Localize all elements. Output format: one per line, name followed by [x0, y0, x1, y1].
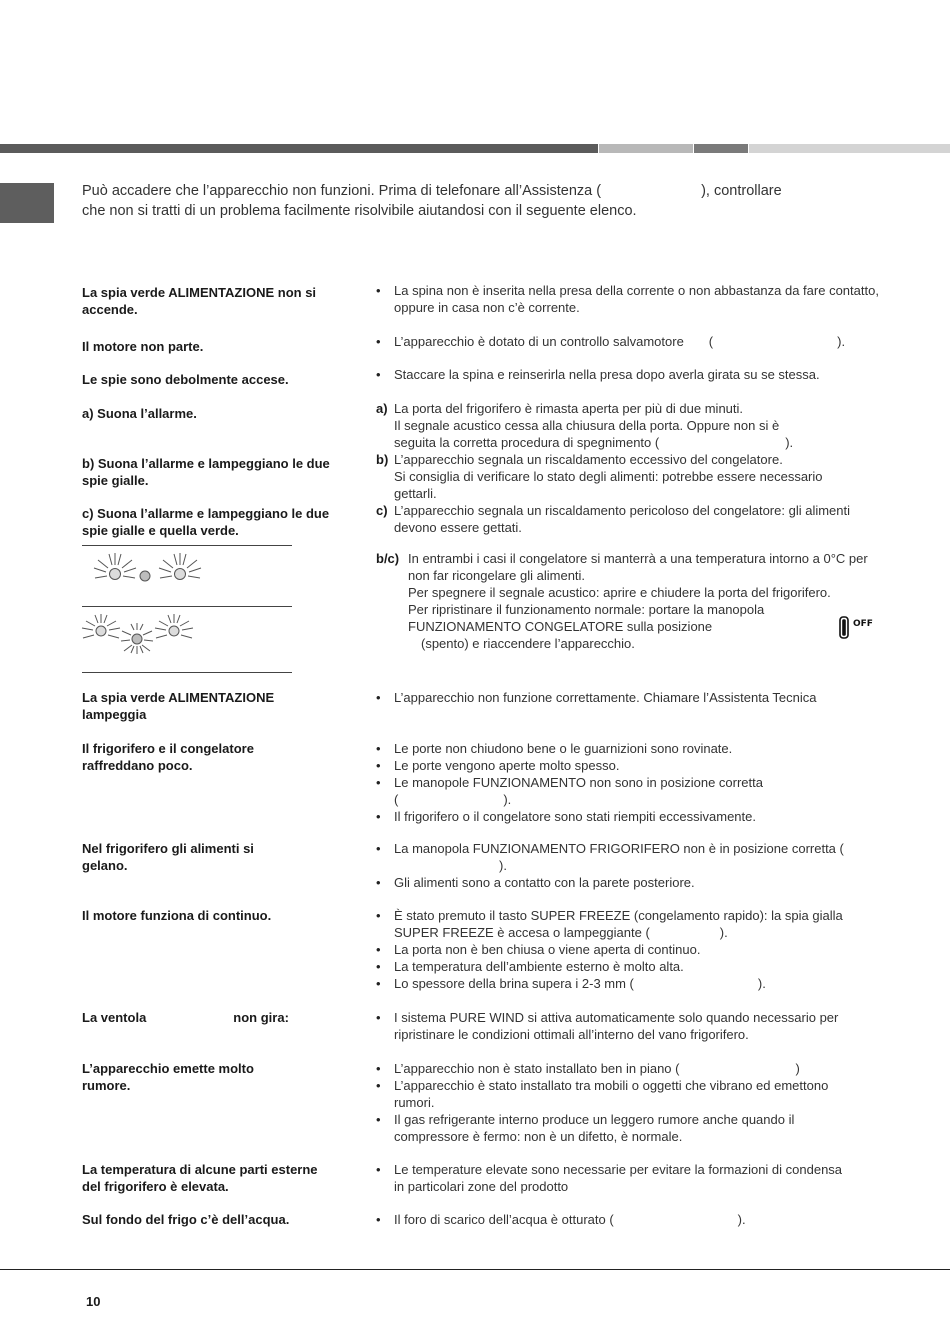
alarm-b — [376, 451, 886, 502]
list-item: • Il gas refrigerante interno produce un leggero rumore anche quando il compressore è fermo: non è un difetto, è normale. — [376, 1111, 866, 1145]
alarm-a — [376, 400, 886, 451]
intro-paragraph — [82, 182, 862, 221]
list-item-text: La manopola FUNZIONAMENTO FRIGORIFERO non è in posizione corretta ( — [394, 841, 844, 856]
alarm-text: In entrambi i casi il congelatore si manterrà a una temperatura intorno a 0°C per non far ricongelare gli alimenti. — [408, 551, 868, 583]
list-item-text: ). — [719, 925, 728, 940]
section-tab — [0, 183, 54, 223]
intro-text: che non si tratti di un problema facilmente risolvibile aiutandosi con il seguente elenco. — [82, 202, 637, 219]
problem-label: Sul fondo del frigo c’è dell’acqua. — [82, 1212, 290, 1227]
alarm-c — [376, 502, 886, 536]
solution-text — [376, 689, 886, 706]
list-item-text: L’apparecchio è dotato di un controllo salvamotore — [394, 334, 684, 349]
solution-text — [376, 840, 886, 891]
problem-label: La temperatura di alcune parti esterne del frigorifero è elevata. — [82, 1162, 318, 1194]
list-label: b/c) — [376, 551, 400, 566]
intro-text: ), controllare — [701, 183, 782, 199]
list-item: • Il frigorifero o il congelatore sono stati riempiti eccessivamente. — [376, 808, 886, 825]
svg-text:OFF: OFF — [853, 619, 873, 629]
list-item: • Staccare la spina e reinserirla nella presa dopo averla girata su se stessa. — [376, 366, 886, 383]
list-item-text: ( — [708, 334, 714, 349]
header-bar-segment — [694, 144, 748, 153]
solution-text — [376, 1161, 886, 1195]
alarm-text: L’apparecchio segnala un riscaldamento eccessivo del congelatore. — [394, 452, 783, 467]
list-item: • Le temperature elevate sono necessarie per evitare la formazioni di condensa in particolari zone del prodotto — [376, 1161, 846, 1195]
solution-text — [376, 333, 886, 350]
list-item: • La porta non è ben chiusa o viene aperta di continuo. — [376, 941, 886, 958]
alarm-text: ). — [785, 435, 794, 450]
list-item-text: ( — [394, 792, 399, 807]
yellow-lamp-icon — [110, 569, 121, 580]
list-item: • Le porte vengono aperte molto spesso. — [376, 757, 886, 774]
list-item-text: È stato premuto il tasto SUPER FREEZE (congelamento rapido): la spia gialla SUPER FREEZE è accesa o lampeggiante ( — [394, 908, 843, 940]
solution-text — [376, 366, 886, 383]
yellow-lamp-icon — [96, 626, 106, 636]
solution-text — [376, 1060, 886, 1145]
alarm-text: Per spegnere il segnale acustico: aprire e chiudere la porta del frigorifero. Per ripristinare il funzionamento normale: portare la manopola FUNZIONAMENTO CONGELATORE sulla posizione — [408, 585, 831, 634]
header-color-bar — [0, 144, 950, 153]
list-label: c) — [376, 503, 388, 518]
alarm-text: Si consiglia di verificare lo stato degli alimenti: potrebbe essere necessario gettarli. — [394, 469, 823, 501]
list-item — [376, 907, 866, 941]
list-item-text: Le manopole FUNZIONAMENTO non sono in posizione corretta — [394, 775, 763, 790]
solution-text — [376, 1211, 886, 1228]
two-lamps-flashing-diagram — [82, 548, 222, 592]
off-position-icon — [839, 616, 879, 640]
alarm-bc — [376, 550, 886, 652]
list-item-text: ). — [837, 334, 846, 349]
intro-text: Può accadere che l’apparecchio non funzioni. Prima di telefonare all’Assistenza ( — [82, 183, 602, 199]
list-item — [376, 1211, 886, 1228]
list-item — [376, 333, 886, 350]
problem-label: a) Suona l’allarme. — [82, 406, 197, 421]
problem-label: Il motore non parte. — [82, 339, 204, 354]
alarm-explanation-bc — [376, 550, 886, 652]
list-item: • L’apparecchio è stato installato tra mobili o oggetti che vibrano ed emettono rumori. — [376, 1077, 836, 1111]
list-item-text: ). — [503, 792, 512, 807]
list-item — [376, 1060, 886, 1077]
list-item-text: ). — [757, 976, 766, 991]
list-item — [376, 975, 886, 992]
list-item-text: ) — [795, 1061, 800, 1076]
list-item — [376, 774, 886, 808]
alarm-text: Il segnale acustico cessa alla chiusura della porta. Oppure non si è — [394, 418, 780, 433]
problem-label-text: La ventola — [82, 1010, 147, 1025]
list-item-text: ). — [499, 858, 507, 873]
alarm-text: seguita la corretta procedura di spegnimento ( — [394, 435, 660, 450]
problem-label: c) Suona l’allarme e lampeggiano le due spie gialle e quella verde. — [82, 506, 330, 538]
list-item: • I sistema PURE WIND si attiva automaticamente solo quando necessario per ripristinare le condizioni ottimali all’interno del vano frigorifero. — [376, 1009, 876, 1043]
list-item — [376, 840, 846, 874]
problem-label-text: non gira: — [233, 1010, 289, 1025]
problem-label: La spia verde ALIMENTAZIONE non si accende. — [82, 285, 317, 317]
solution-text — [376, 282, 886, 316]
problem-label: Nel frigorifero gli alimenti si gelano. — [82, 841, 254, 873]
yellow-lamp-icon — [169, 626, 179, 636]
problem-label: Il frigorifero e il congelatore raffreddano poco. — [82, 741, 254, 773]
solution-text — [376, 907, 886, 992]
header-bar-segment — [0, 144, 598, 153]
problem-label: L’apparecchio emette molto rumore. — [82, 1061, 254, 1093]
separator-line — [82, 606, 292, 607]
yellow-lamp-icon — [175, 569, 186, 580]
separator-line — [82, 672, 292, 673]
alarm-explanation — [376, 400, 886, 536]
header-bar-segment — [599, 144, 693, 153]
list-item: • L’apparecchio non funzione correttamente. Chiamare l’Assistenta Tecnica — [376, 689, 886, 706]
problem-label: La spia verde ALIMENTAZIONE lampeggia — [82, 690, 275, 722]
alarm-text: (spento) e riaccendere l’apparecchio. — [421, 636, 635, 651]
list-item-text: Il foro di scarico dell’acqua è otturato ( — [394, 1212, 614, 1227]
header-bar-segment — [749, 144, 950, 153]
problem-label: Il motore funziona di continuo. — [82, 908, 272, 923]
solution-text — [376, 740, 886, 825]
green-lamp-icon — [140, 571, 150, 581]
separator-line — [82, 545, 292, 546]
list-item: • Le porte non chiudono bene o le guarnizioni sono rovinate. — [376, 740, 886, 757]
footer-line — [0, 1269, 950, 1270]
green-lamp-icon — [132, 634, 142, 644]
list-label: a) — [376, 401, 388, 416]
list-label: b) — [376, 452, 389, 467]
list-item-text: ). — [737, 1212, 746, 1227]
alarm-text: L’apparecchio segnala un riscaldamento pericoloso del congelatore: gli alimenti devono essere gettati. — [394, 503, 851, 535]
solution-text — [376, 1009, 886, 1043]
problem-label: b) Suona l’allarme e lampeggiano le due spie gialle. — [82, 456, 330, 488]
alarm-text: La porta del frigorifero è rimasta aperta per più di due minuti. — [394, 401, 744, 416]
problem-label — [82, 1009, 352, 1026]
list-item: • Gli alimenti sono a contatto con la parete posteriore. — [376, 874, 886, 891]
list-item: • La temperatura dell’ambiente esterno è molto alta. — [376, 958, 886, 975]
list-item: • La spina non è inserita nella presa della corrente o non abbastanza da fare contatto, oppure in casa non c’è corrente. — [376, 282, 886, 316]
list-item-text: Lo spessore della brina supera i 2-3 mm ( — [394, 976, 634, 991]
page-number: 10 — [86, 1294, 101, 1309]
three-lamps-flashing-diagram — [79, 611, 219, 657]
list-item-text: L’apparecchio non è stato installato ben in piano ( — [394, 1061, 680, 1076]
problem-label: Le spie sono debolmente accese. — [82, 372, 289, 387]
